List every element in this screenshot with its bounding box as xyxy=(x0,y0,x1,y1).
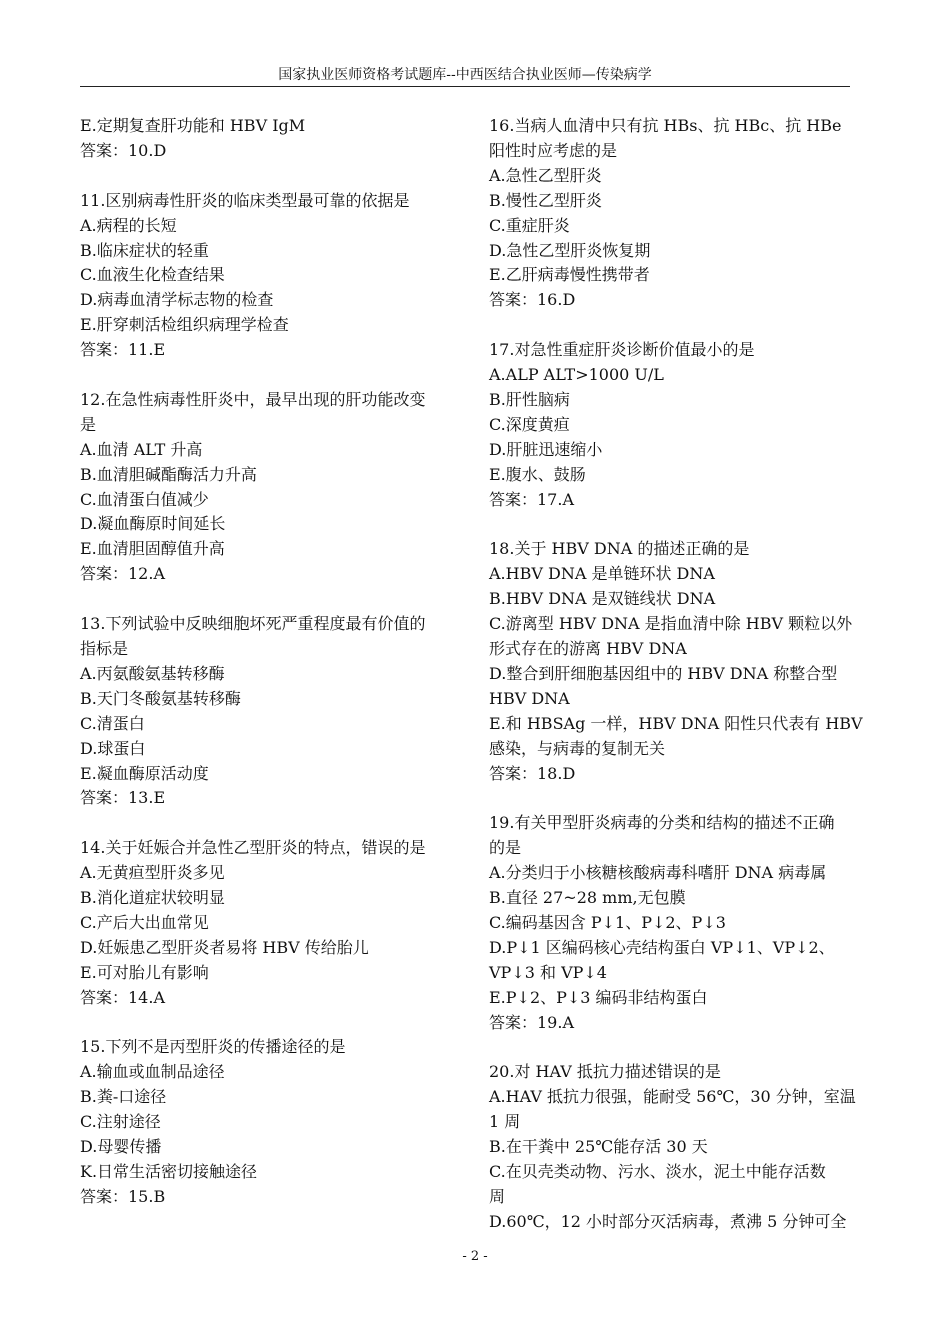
text-line: A.丙氨酸氨基转移酶 xyxy=(80,663,225,683)
paragraph-gap xyxy=(489,512,849,537)
text-line: B.天门冬酸氨基转移酶 xyxy=(80,688,241,708)
text-line: D.整合到肝细胞基因组中的 HBV DNA 称整合型 xyxy=(489,663,838,683)
text-line: 是 xyxy=(80,414,97,434)
text-line: 13.下列试验中反映细胞坏死严重程度最有价值的 xyxy=(80,614,426,634)
text-line: E.肝穿刺活检组织病理学检查 xyxy=(80,315,289,335)
text-line: B.粪-口途径 xyxy=(80,1087,167,1107)
text-line: A.HBV DNA 是单链环状 DNA xyxy=(489,564,715,584)
text-line: 周 xyxy=(489,1186,506,1206)
text-line: C.产后大出血常见 xyxy=(80,912,209,932)
text-line: B.在干粪中 25℃能存活 30 天 xyxy=(489,1137,708,1157)
text-line: A.HAV 抵抗力很强，能耐受 56℃，30 分钟，室温 xyxy=(489,1087,856,1107)
text-line: B.肝性脑病 xyxy=(489,389,570,409)
text-line: 16.当病人血清中只有抗 HBs、抗 HBc、抗 HBe xyxy=(489,116,842,135)
answer-line: 答案：11.E xyxy=(80,340,166,360)
text-line: C.深度黄疸 xyxy=(489,414,570,434)
text-line: C.血液生化检查结果 xyxy=(80,265,225,285)
text-line: 17.对急性重症肝炎诊断价值最小的是 xyxy=(489,340,755,360)
text-line: D.母婴传播 xyxy=(80,1137,162,1157)
text-line: E.乙肝病毒慢性携带者 xyxy=(489,265,650,285)
paragraph-gap xyxy=(80,587,442,612)
text-line: C.重症肝炎 xyxy=(489,215,570,235)
paragraph-gap xyxy=(80,164,442,189)
text-line: B.消化道症状较明显 xyxy=(80,888,225,908)
text-line: C.编码基因含 P↓1、P↓2、P↓3 xyxy=(489,912,726,932)
text-line: VP↓3 和 VP↓4 xyxy=(489,962,607,982)
text-line: A.病程的长短 xyxy=(80,215,177,235)
text-line: 形式存在的游离 HBV DNA xyxy=(489,639,687,658)
page-header: 国家执业医师资格考试题库--中西医结合执业医师—传染病学 xyxy=(80,66,850,87)
text-line: E.可对胎儿有影响 xyxy=(80,962,209,982)
text-line: 14.关于妊娠合并急性乙型肝炎的特点，错误的是 xyxy=(80,838,426,858)
right-column xyxy=(489,114,863,1235)
text-line: 阳性时应考虑的是 xyxy=(489,140,618,160)
answer-line: 答案：15.B xyxy=(80,1186,166,1206)
text-line: B.慢性乙型肝炎 xyxy=(489,190,602,210)
text-line: E.血清胆固醇值升高 xyxy=(80,539,225,559)
text-line: 指标是 xyxy=(80,638,129,658)
text-line: D.球蛋白 xyxy=(80,738,146,758)
text-line: A.输血或血制品途径 xyxy=(80,1062,225,1082)
text-line: E.凝血酶原活动度 xyxy=(80,763,209,783)
answer-line: 答案：19.A xyxy=(489,1012,575,1032)
answer-line: 答案：13.E xyxy=(80,788,166,808)
answer-line: 答案：10.D xyxy=(80,140,167,160)
text-line: 感染，与病毒的复制无关 xyxy=(489,738,666,758)
text-line: K.日常生活密切接触途径 xyxy=(80,1161,258,1181)
paragraph-gap xyxy=(80,811,442,836)
text-line: A.ALP ALT>1000 U/L xyxy=(489,365,664,385)
paragraph-gap xyxy=(489,1035,849,1060)
text-line: E.P↓2、P↓3 编码非结构蛋白 xyxy=(489,987,708,1007)
answer-line: 答案：18.D xyxy=(489,763,576,783)
text-line: A.急性乙型肝炎 xyxy=(489,165,602,185)
paragraph-gap xyxy=(489,786,849,811)
answer-line: 答案：16.D xyxy=(489,290,576,310)
text-line: D.急性乙型肝炎恢复期 xyxy=(489,240,651,260)
text-line: D.病毒血清学标志物的检查 xyxy=(80,290,274,310)
text-line: 15.下列不是丙型肝炎的传播途径的是 xyxy=(80,1037,346,1057)
text-line: D.妊娠患乙型肝炎者易将 HBV 传给胎儿 xyxy=(80,937,369,957)
left-column xyxy=(80,114,442,1210)
text-line: 18.关于 HBV DNA 的描述正确的是 xyxy=(489,539,750,559)
text-line: D.凝血酶原时间延长 xyxy=(80,514,226,534)
text-line: E.和 HBSAg 一样，HBV DNA 阳性只代表有 HBV xyxy=(489,713,863,733)
text-line: 11.区别病毒性肝炎的临床类型最可靠的依据是 xyxy=(80,190,410,210)
paragraph-gap xyxy=(80,363,442,388)
text-line: A.分类归于小核糖核酸病毒科嗜肝 DNA 病毒属 xyxy=(489,863,827,883)
text-line: C.在贝壳类动物、污水、淡水，泥土中能存活数 xyxy=(489,1162,826,1181)
answer-line: 答案：17.A xyxy=(489,489,575,509)
text-line: B.HBV DNA 是双链线状 DNA xyxy=(489,589,716,609)
text-line: 1 周 xyxy=(489,1112,521,1132)
text-line: 的是 xyxy=(489,838,522,858)
text-line: E.定期复查肝功能和 HBV IgM xyxy=(80,116,306,135)
answer-line: 答案：14.A xyxy=(80,987,166,1007)
text-line: 19.有关甲型肝炎病毒的分类和结构的描述不正确 xyxy=(489,813,835,833)
text-line: A.血清 ALT 升高 xyxy=(80,439,203,459)
text-line: C.清蛋白 xyxy=(80,713,145,733)
text-line: E.腹水、鼓肠 xyxy=(489,464,586,484)
text-line: D.P↓1 区编码核心壳结构蛋白 VP↓1、VP↓2、 xyxy=(489,937,835,957)
text-line: 20.对 HAV 抵抗力描述错误的是 xyxy=(489,1062,721,1082)
page-number: - 2 - xyxy=(462,1249,488,1264)
text-line: C.游离型 HBV DNA 是指血清中除 HBV 颗粒以外 xyxy=(489,614,853,634)
text-line: B.直径 27~28 mm,无包膜 xyxy=(489,888,686,908)
text-line: B.临床症状的轻重 xyxy=(80,240,209,260)
text-line: C.注射途径 xyxy=(80,1112,161,1132)
paragraph-gap xyxy=(489,313,849,338)
text-line: 12.在急性病毒性肝炎中，最早出现的肝功能改变 xyxy=(80,389,426,409)
answer-line: 答案：12.A xyxy=(80,564,166,584)
text-line: D.肝脏迅速缩小 xyxy=(489,439,603,459)
text-line: D.60℃，12 小时部分灭活病毒，煮沸 5 分钟可全 xyxy=(489,1211,847,1231)
text-line: C.血清蛋白值减少 xyxy=(80,489,209,509)
text-line: A.无黄疸型肝炎多见 xyxy=(80,863,225,883)
text-line: HBV DNA xyxy=(489,688,570,708)
text-line: B.血清胆碱酯酶活力升高 xyxy=(80,464,257,484)
paragraph-gap xyxy=(80,1011,442,1036)
